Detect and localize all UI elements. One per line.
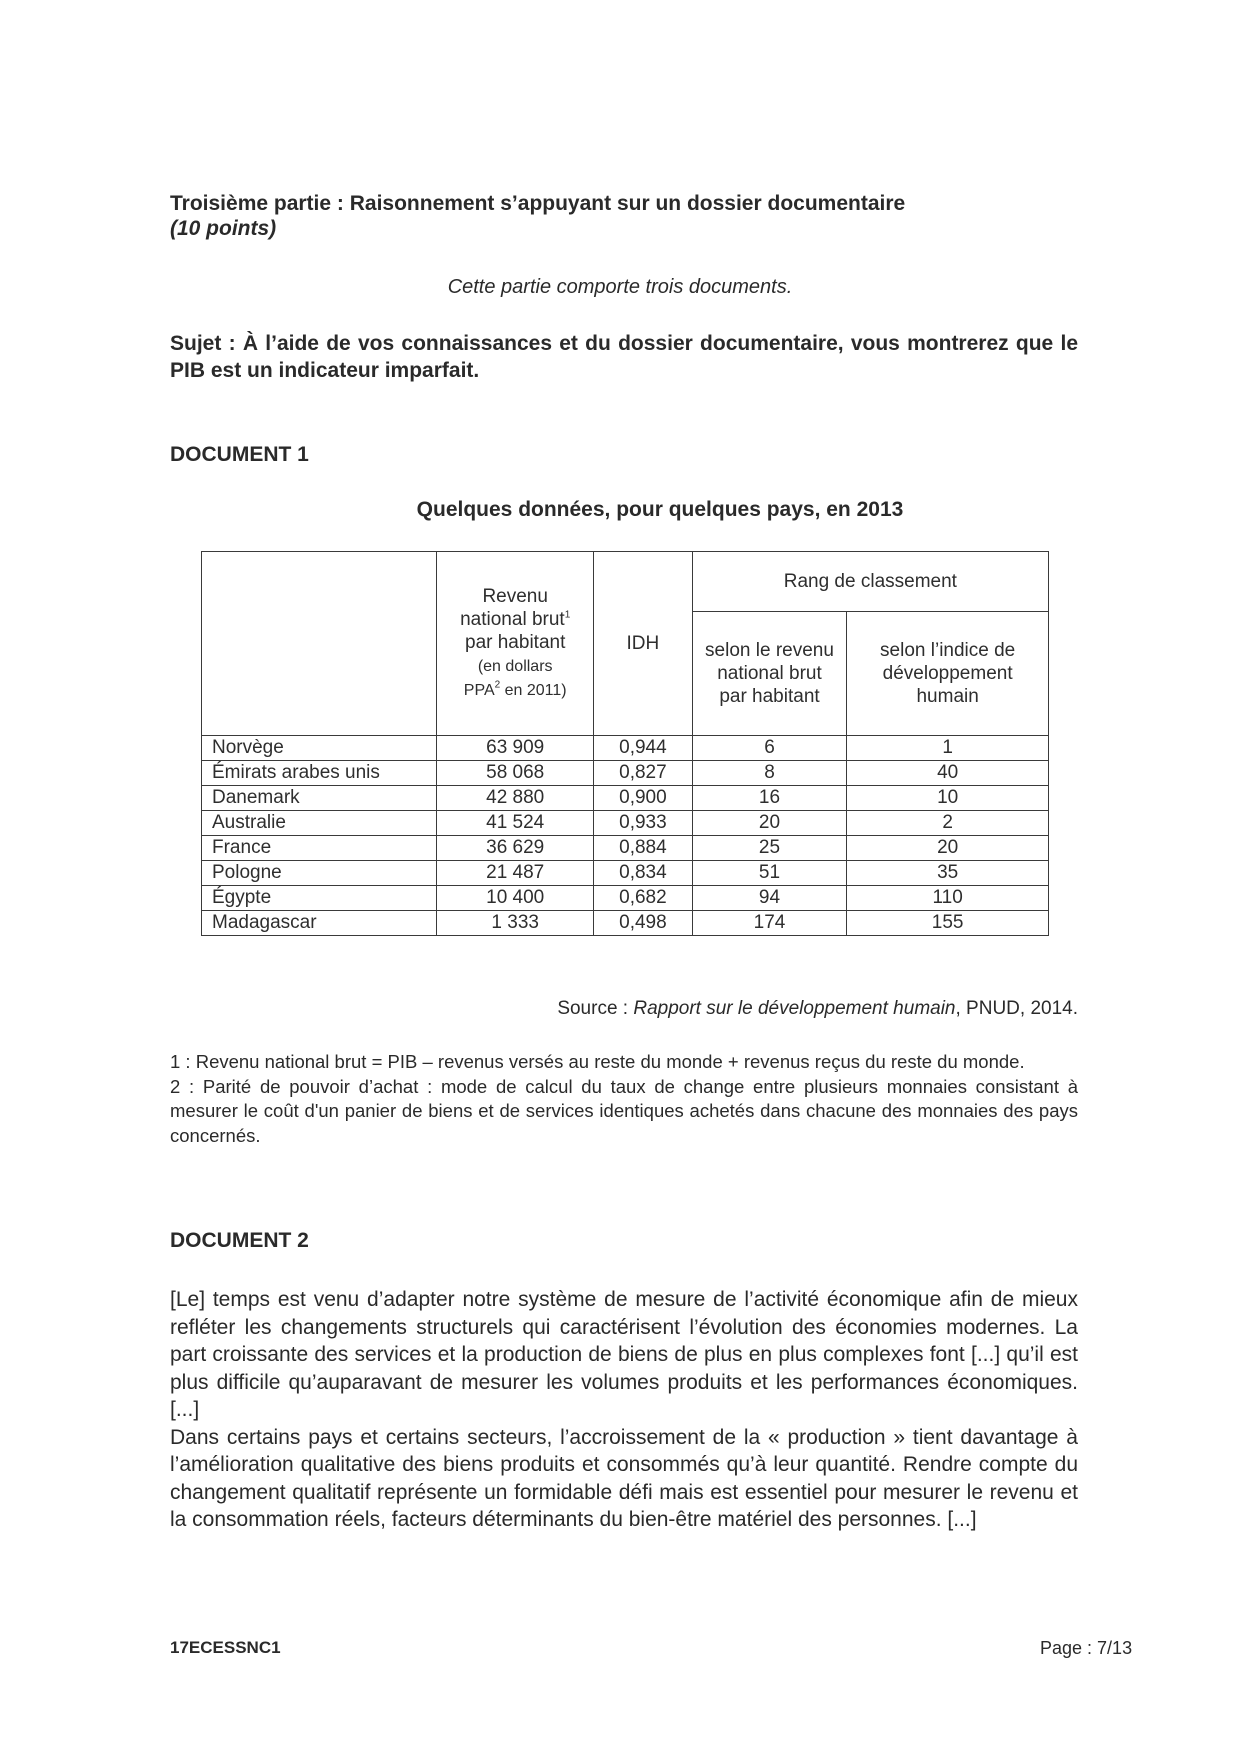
footnote-2: 2 : Parité de pouvoir d’achat : mode de calcul du taux de change entre plusieurs monnaies consistant à mesurer le coût d'un panier de biens et de services identiques achetés dans chacune des monnaies des pays concernés. bbox=[170, 1075, 1078, 1146]
table-row bbox=[202, 911, 1049, 936]
cell-country: Pologne bbox=[202, 861, 437, 886]
table-row bbox=[202, 861, 1049, 886]
cell-idh: 0,933 bbox=[594, 811, 693, 836]
cell-rank-idh: 1 bbox=[847, 736, 1049, 761]
cell-idh: 0,682 bbox=[594, 886, 693, 911]
part-title-text: Troisième partie : Raisonnement s’appuyant sur un dossier documentaire bbox=[170, 192, 906, 215]
source-title: Rapport sur le développement humain bbox=[633, 998, 956, 1019]
cell-rnb: 10 400 bbox=[437, 886, 594, 911]
cell-rnb: 63 909 bbox=[437, 736, 594, 761]
cell-rnb: 21 487 bbox=[437, 861, 594, 886]
header-rnb: Revenu national brut$^1$ par habitant (en dollars PPA$^2$ en 2011) bbox=[437, 552, 594, 736]
cell-country: Danemark bbox=[202, 786, 437, 811]
cell-country: France bbox=[202, 836, 437, 861]
table-row bbox=[202, 786, 1049, 811]
cell-country: Émirats arabes unis bbox=[202, 761, 437, 786]
exam-code: 17ECESSNC1 bbox=[170, 1638, 281, 1657]
cell-rank-rnb: 51 bbox=[692, 861, 847, 886]
cell-rnb: 41 524 bbox=[437, 811, 594, 836]
table-row bbox=[202, 761, 1049, 786]
cell-idh: 0,498 bbox=[594, 911, 693, 936]
footnotes bbox=[170, 1050, 1078, 1148]
cell-country: Norvège bbox=[202, 736, 437, 761]
cell-rank-rnb: 20 bbox=[692, 811, 847, 836]
table-source: Source : Rapport sur le développement humain, PNUD, 2014. bbox=[557, 998, 1078, 1019]
document2-label: DOCUMENT 2 bbox=[170, 1229, 309, 1252]
part-points: (10 points) bbox=[170, 217, 277, 240]
cell-idh: 0,900 bbox=[594, 786, 693, 811]
cell-rank-idh: 35 bbox=[847, 861, 1049, 886]
data-table bbox=[201, 551, 1049, 936]
cell-rnb: 42 880 bbox=[437, 786, 594, 811]
table-row bbox=[202, 811, 1049, 836]
cell-rank-idh: 10 bbox=[847, 786, 1049, 811]
cell-rank-rnb: 94 bbox=[692, 886, 847, 911]
header-country bbox=[202, 552, 437, 736]
cell-rank-rnb: 25 bbox=[692, 836, 847, 861]
cell-rank-rnb: 174 bbox=[692, 911, 847, 936]
footnote-1: 1 : Revenu national brut = PIB – revenus versés au reste du monde + revenus reçus du reste du monde. bbox=[170, 1051, 1025, 1072]
header-rang-idh: selon l’indice de développement humain bbox=[847, 612, 1049, 736]
cell-country: Australie bbox=[202, 811, 437, 836]
cell-rank-rnb: 16 bbox=[692, 786, 847, 811]
table-row bbox=[202, 886, 1049, 911]
table-row bbox=[202, 836, 1049, 861]
header-idh: IDH bbox=[594, 552, 693, 736]
cell-idh: 0,827 bbox=[594, 761, 693, 786]
cell-rank-idh: 155 bbox=[847, 911, 1049, 936]
cell-rank-idh: 20 bbox=[847, 836, 1049, 861]
cell-rnb: 58 068 bbox=[437, 761, 594, 786]
cell-rank-idh: 2 bbox=[847, 811, 1049, 836]
document1-label: DOCUMENT 1 bbox=[170, 443, 309, 466]
document2-text bbox=[170, 1286, 1078, 1534]
header-rang-rnb: selon le revenu national brut par habitant bbox=[692, 612, 847, 736]
cell-rnb: 1 333 bbox=[437, 911, 594, 936]
cell-rank-rnb: 6 bbox=[692, 736, 847, 761]
table-row bbox=[202, 736, 1049, 761]
cell-rnb: 36 629 bbox=[437, 836, 594, 861]
cell-idh: 0,944 bbox=[594, 736, 693, 761]
part-subtitle: Cette partie comporte trois documents. bbox=[447, 276, 793, 298]
subject-statement: Sujet : À l’aide de vos connaissances et du dossier documentaire, vous montrerez que le PIB est un indicateur imparfait. bbox=[170, 332, 1078, 382]
cell-country: Madagascar bbox=[202, 911, 437, 936]
cell-rank-idh: 40 bbox=[847, 761, 1049, 786]
document2-paragraph-1: [Le] temps est venu d’adapter notre système de mesure de l’activité économique afin de mieux refléter les changements structurels qui caractérisent l’évolution des économies modernes. La part croissante des services et la production de biens de plus en plus complexes font [...] qu’il est plus difficile qu’auparavant de mesurer les volumes produits et les performances économiques. [...] bbox=[170, 1288, 1078, 1421]
cell-rank-idh: 110 bbox=[847, 886, 1049, 911]
cell-idh: 0,884 bbox=[594, 836, 693, 861]
page-number: Page : 7/13 bbox=[1040, 1638, 1133, 1658]
document2-paragraph-2: Dans certains pays et certains secteurs, l’accroissement de la « production » tient davantage à l’amélioration qualitative des biens produits et consommés qu’à leur quantité. Rendre compte du changement qualitatif représente un formidable défi mais est essentiel pour mesurer le revenu et la consommation réels, facteurs déterminants du bien-être matériel des personnes. [...] bbox=[170, 1425, 1078, 1531]
cell-rank-rnb: 8 bbox=[692, 761, 847, 786]
table-title: Quelques données, pour quelques pays, en 2013 bbox=[416, 498, 904, 521]
header-rang: Rang de classement bbox=[692, 552, 1048, 612]
cell-country: Égypte bbox=[202, 886, 437, 911]
cell-idh: 0,834 bbox=[594, 861, 693, 886]
part-title bbox=[170, 191, 1070, 241]
